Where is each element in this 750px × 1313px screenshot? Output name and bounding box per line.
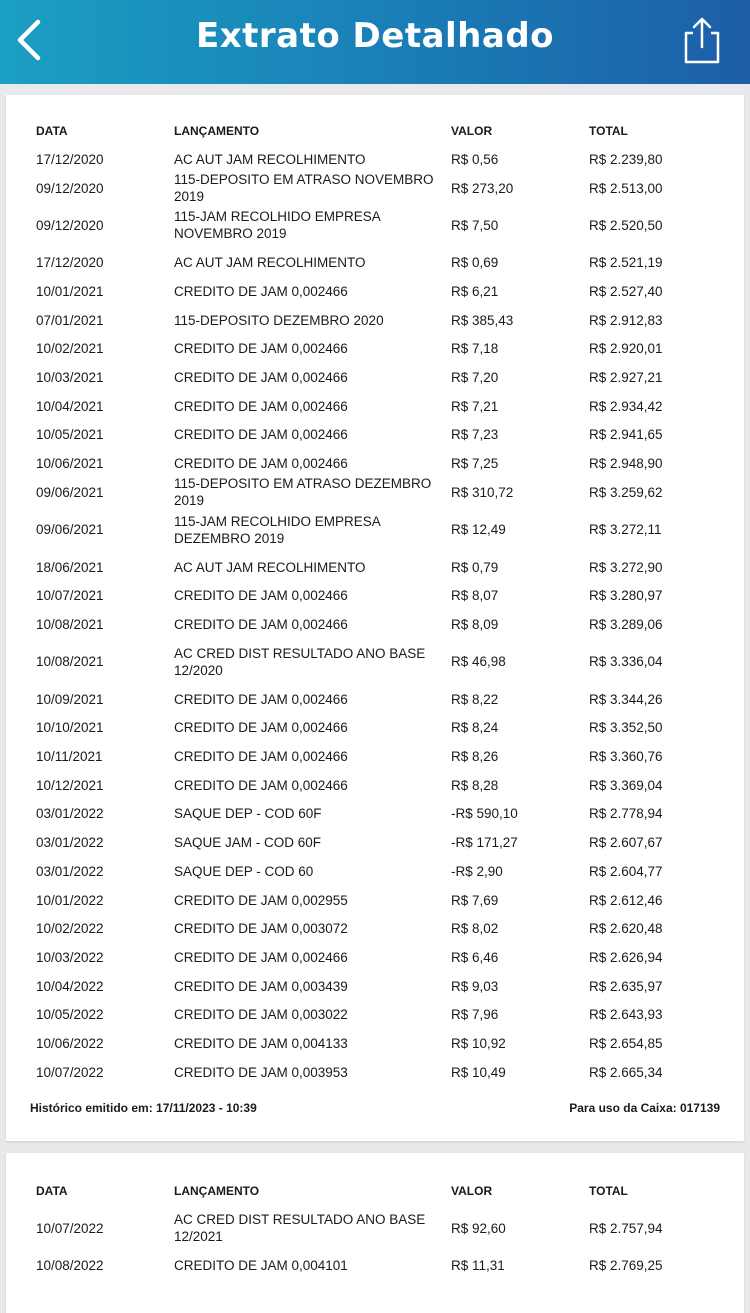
table-row <box>6 800 744 829</box>
row-total: R$ 3.272,11 <box>589 522 662 538</box>
row-value: -R$ 2,90 <box>451 863 503 879</box>
row-date: 10/01/2022 <box>36 892 104 908</box>
row-description: CREDITO DE JAM 0,004101 <box>174 1257 348 1273</box>
table-row <box>6 886 744 915</box>
table-row <box>6 248 744 277</box>
table-row <box>6 1058 744 1087</box>
row-description: CREDITO DE JAM 0,002466 <box>174 720 348 736</box>
row-total: R$ 3.369,04 <box>589 777 663 793</box>
column-header-value: VALOR <box>451 123 493 138</box>
row-value: R$ 7,21 <box>451 398 499 414</box>
row-date: 10/02/2022 <box>36 921 104 937</box>
table-header <box>6 1181 744 1201</box>
table-header <box>6 121 744 141</box>
row-value: R$ 273,20 <box>451 180 514 196</box>
row-description: 115-JAM RECOLHIDO EMPRESA DEZEMBRO 2019 <box>174 513 381 546</box>
table-row <box>6 202 744 248</box>
row-date: 03/01/2022 <box>36 806 104 822</box>
row-description: CREDITO DE JAM 0,003953 <box>174 1064 348 1080</box>
row-total: R$ 2.513,00 <box>589 180 663 196</box>
row-total: R$ 2.607,67 <box>589 835 663 851</box>
row-description: AC CRED DIST RESULTADO ANO BASE 12/2020 <box>174 645 426 678</box>
row-value: R$ 385,43 <box>451 312 514 328</box>
table-row <box>6 449 744 478</box>
row-date: 10/04/2021 <box>36 398 104 414</box>
row-total: R$ 3.336,04 <box>589 654 663 670</box>
row-date: 10/11/2021 <box>36 749 103 765</box>
row-date: 10/05/2022 <box>36 1007 104 1023</box>
row-total: R$ 2.665,34 <box>589 1064 663 1080</box>
table-row <box>6 392 744 421</box>
row-date: 10/09/2021 <box>36 691 104 707</box>
row-total: R$ 2.948,90 <box>589 456 663 472</box>
row-description: CREDITO DE JAM 0,004133 <box>174 1036 348 1052</box>
row-description: SAQUE DEP - COD 60 <box>174 863 314 879</box>
row-total: R$ 3.360,76 <box>589 749 663 765</box>
row-description: AC CRED DIST RESULTADO ANO BASE 12/2021 <box>174 1212 426 1244</box>
row-value: R$ 310,72 <box>451 484 514 500</box>
table-row <box>6 277 744 306</box>
row-description: CREDITO DE JAM 0,002466 <box>174 691 348 707</box>
row-description: 115-JAM RECOLHIDO EMPRESA NOVEMBRO 2019 <box>174 209 381 242</box>
row-value: R$ 7,23 <box>451 427 499 443</box>
table-row <box>6 857 744 886</box>
row-description: CREDITO DE JAM 0,002466 <box>174 749 348 765</box>
row-total: R$ 2.778,94 <box>589 806 663 822</box>
row-value: R$ 46,98 <box>451 654 506 670</box>
row-description: CREDITO DE JAM 0,002466 <box>174 427 348 443</box>
table-row <box>6 478 744 507</box>
row-description: CREDITO DE JAM 0,002466 <box>174 341 348 357</box>
row-date: 09/12/2020 <box>36 217 104 233</box>
row-description: 115-DEPOSITO EM ATRASO DEZEMBRO 2019 <box>174 476 432 509</box>
row-value: R$ 92,60 <box>451 1220 506 1236</box>
table-row <box>6 145 744 174</box>
row-value: -R$ 171,27 <box>451 835 518 851</box>
app-header <box>0 0 750 84</box>
row-date: 10/01/2021 <box>36 283 104 299</box>
table-row <box>6 174 744 203</box>
table-row <box>6 581 744 610</box>
table-row <box>6 771 744 800</box>
row-description: CREDITO DE JAM 0,002466 <box>174 588 348 604</box>
row-value: R$ 11,31 <box>451 1257 505 1273</box>
issued-timestamp: Histórico emitido em: 17/11/2023 - 10:39 <box>30 1101 257 1115</box>
row-description: CREDITO DE JAM 0,003022 <box>174 1007 348 1023</box>
table-row <box>6 1029 744 1058</box>
row-total: R$ 2.620,48 <box>589 921 663 937</box>
row-date: 10/07/2021 <box>36 588 104 604</box>
row-total: R$ 2.521,19 <box>589 255 663 271</box>
row-total: R$ 2.239,80 <box>589 151 663 167</box>
row-total: R$ 2.927,21 <box>589 370 663 386</box>
table-row <box>6 714 744 743</box>
row-description: AC AUT JAM RECOLHIMENTO <box>174 559 366 575</box>
column-header-date: DATA <box>36 1183 68 1198</box>
row-date: 10/06/2021 <box>36 456 104 472</box>
table-row <box>6 742 744 771</box>
row-description: AC AUT JAM RECOLHIMENTO <box>174 151 366 167</box>
row-date: 10/08/2021 <box>36 654 104 670</box>
column-header-value: VALOR <box>451 1183 493 1198</box>
row-value: R$ 7,18 <box>451 341 499 357</box>
row-value: R$ 7,69 <box>451 892 499 908</box>
row-value: R$ 0,56 <box>451 151 499 167</box>
row-description: CREDITO DE JAM 0,002466 <box>174 616 348 632</box>
row-description: CREDITO DE JAM 0,002466 <box>174 777 348 793</box>
row-date: 17/12/2020 <box>36 255 104 271</box>
row-date: 10/07/2022 <box>36 1220 104 1236</box>
row-total: R$ 2.527,40 <box>589 283 663 299</box>
share-button[interactable] <box>680 14 722 66</box>
table-row <box>6 363 744 392</box>
table-row <box>6 1251 744 1280</box>
row-total: R$ 2.612,46 <box>589 892 663 908</box>
row-total: R$ 2.643,93 <box>589 1007 663 1023</box>
row-value: R$ 0,79 <box>451 559 499 575</box>
row-total: R$ 2.757,94 <box>589 1220 663 1236</box>
row-total: R$ 3.344,26 <box>589 691 663 707</box>
column-header-description: LANÇAMENTO <box>174 123 260 138</box>
row-value: R$ 9,03 <box>451 978 499 994</box>
row-total: R$ 2.912,83 <box>589 312 663 328</box>
row-total: R$ 3.259,62 <box>589 484 663 500</box>
row-description: CREDITO DE JAM 0,002466 <box>174 456 348 472</box>
row-date: 10/10/2021 <box>36 720 104 736</box>
row-total: R$ 3.272,90 <box>589 559 663 575</box>
table-row <box>6 306 744 335</box>
table-row <box>6 685 744 714</box>
row-date: 10/07/2022 <box>36 1064 104 1080</box>
column-header-description: LANÇAMENTO <box>174 1183 260 1198</box>
row-value: R$ 7,25 <box>451 456 499 472</box>
table-row <box>6 639 744 685</box>
row-total: R$ 2.941,65 <box>589 427 663 443</box>
row-total: R$ 2.626,94 <box>589 949 663 965</box>
table-row <box>6 1205 744 1251</box>
row-date: 17/12/2020 <box>36 151 104 167</box>
table-row <box>6 943 744 972</box>
row-value: R$ 8,24 <box>451 720 499 736</box>
row-total: R$ 2.769,25 <box>589 1257 663 1273</box>
row-date: 10/03/2022 <box>36 949 104 965</box>
row-date: 03/01/2022 <box>36 835 104 851</box>
row-value: R$ 0,69 <box>451 255 499 271</box>
row-total: R$ 3.280,97 <box>589 588 663 604</box>
row-date: 10/08/2021 <box>36 616 104 632</box>
row-description: 115-DEPOSITO DEZEMBRO 2020 <box>174 312 384 328</box>
table-row <box>6 553 744 582</box>
row-value: R$ 8,07 <box>451 588 499 604</box>
column-header-total: TOTAL <box>589 1183 628 1198</box>
row-value: R$ 8,22 <box>451 691 499 707</box>
row-description: 115-DEPOSITO EM ATRASO NOVEMBRO 2019 <box>174 172 434 205</box>
table-row <box>6 421 744 450</box>
row-date: 09/06/2021 <box>36 522 104 538</box>
row-total: R$ 2.604,77 <box>589 863 663 879</box>
row-value: R$ 8,02 <box>451 921 499 937</box>
row-value: R$ 10,49 <box>451 1064 506 1080</box>
row-total: R$ 3.289,06 <box>589 616 663 632</box>
row-description: CREDITO DE JAM 0,002955 <box>174 892 348 908</box>
row-date: 10/05/2021 <box>36 427 104 443</box>
row-value: R$ 8,28 <box>451 777 499 793</box>
statement-card-continued <box>6 1153 744 1313</box>
row-date: 10/08/2022 <box>36 1257 104 1273</box>
table-row <box>6 972 744 1001</box>
row-value: R$ 8,26 <box>451 749 499 765</box>
row-date: 10/02/2021 <box>36 341 104 357</box>
row-date: 10/04/2022 <box>36 978 104 994</box>
row-date: 10/03/2021 <box>36 370 104 386</box>
row-description: SAQUE JAM - COD 60F <box>174 835 322 851</box>
table-row <box>6 507 744 553</box>
row-date: 09/12/2020 <box>36 180 104 196</box>
caixa-code: Para uso da Caixa: 017139 <box>569 1101 720 1115</box>
table-row <box>6 828 744 857</box>
row-total: R$ 2.520,50 <box>589 217 663 233</box>
row-date: 09/06/2021 <box>36 484 104 500</box>
row-total: R$ 2.654,85 <box>589 1036 663 1052</box>
row-date: 18/06/2021 <box>36 559 104 575</box>
row-total: R$ 2.635,97 <box>589 978 663 994</box>
row-total: R$ 2.934,42 <box>589 398 663 414</box>
row-description: CREDITO DE JAM 0,003072 <box>174 921 348 937</box>
row-value: R$ 6,21 <box>451 283 499 299</box>
row-value: R$ 7,96 <box>451 1007 499 1023</box>
row-date: 03/01/2022 <box>36 863 104 879</box>
share-icon <box>680 14 722 66</box>
row-total: R$ 3.352,50 <box>589 720 663 736</box>
row-value: -R$ 590,10 <box>451 806 518 822</box>
table-row <box>6 335 744 364</box>
row-value: R$ 10,92 <box>451 1036 506 1052</box>
page-title: Extrato Detalhado <box>195 16 555 56</box>
row-description: CREDITO DE JAM 0,002466 <box>174 283 348 299</box>
column-header-date: DATA <box>36 123 68 138</box>
table-row <box>6 610 744 639</box>
row-value: R$ 7,50 <box>451 217 499 233</box>
row-description: CREDITO DE JAM 0,002466 <box>174 949 348 965</box>
row-value: R$ 12,49 <box>451 522 506 538</box>
column-header-total: TOTAL <box>589 123 628 138</box>
row-date: 10/06/2022 <box>36 1036 104 1052</box>
row-description: CREDITO DE JAM 0,002466 <box>174 398 348 414</box>
row-value: R$ 6,46 <box>451 949 499 965</box>
row-date: 10/12/2021 <box>36 777 104 793</box>
table-row <box>6 914 744 943</box>
row-description: SAQUE DEP - COD 60F <box>174 806 322 822</box>
row-date: 07/01/2021 <box>36 312 104 328</box>
row-description: AC AUT JAM RECOLHIMENTO <box>174 255 366 271</box>
row-value: R$ 8,09 <box>451 616 499 632</box>
statement-card <box>6 95 744 1141</box>
table-row <box>6 1001 744 1030</box>
row-value: R$ 7,20 <box>451 370 499 386</box>
row-description: CREDITO DE JAM 0,002466 <box>174 370 348 386</box>
row-description: CREDITO DE JAM 0,003439 <box>174 978 348 994</box>
row-total: R$ 2.920,01 <box>589 341 663 357</box>
